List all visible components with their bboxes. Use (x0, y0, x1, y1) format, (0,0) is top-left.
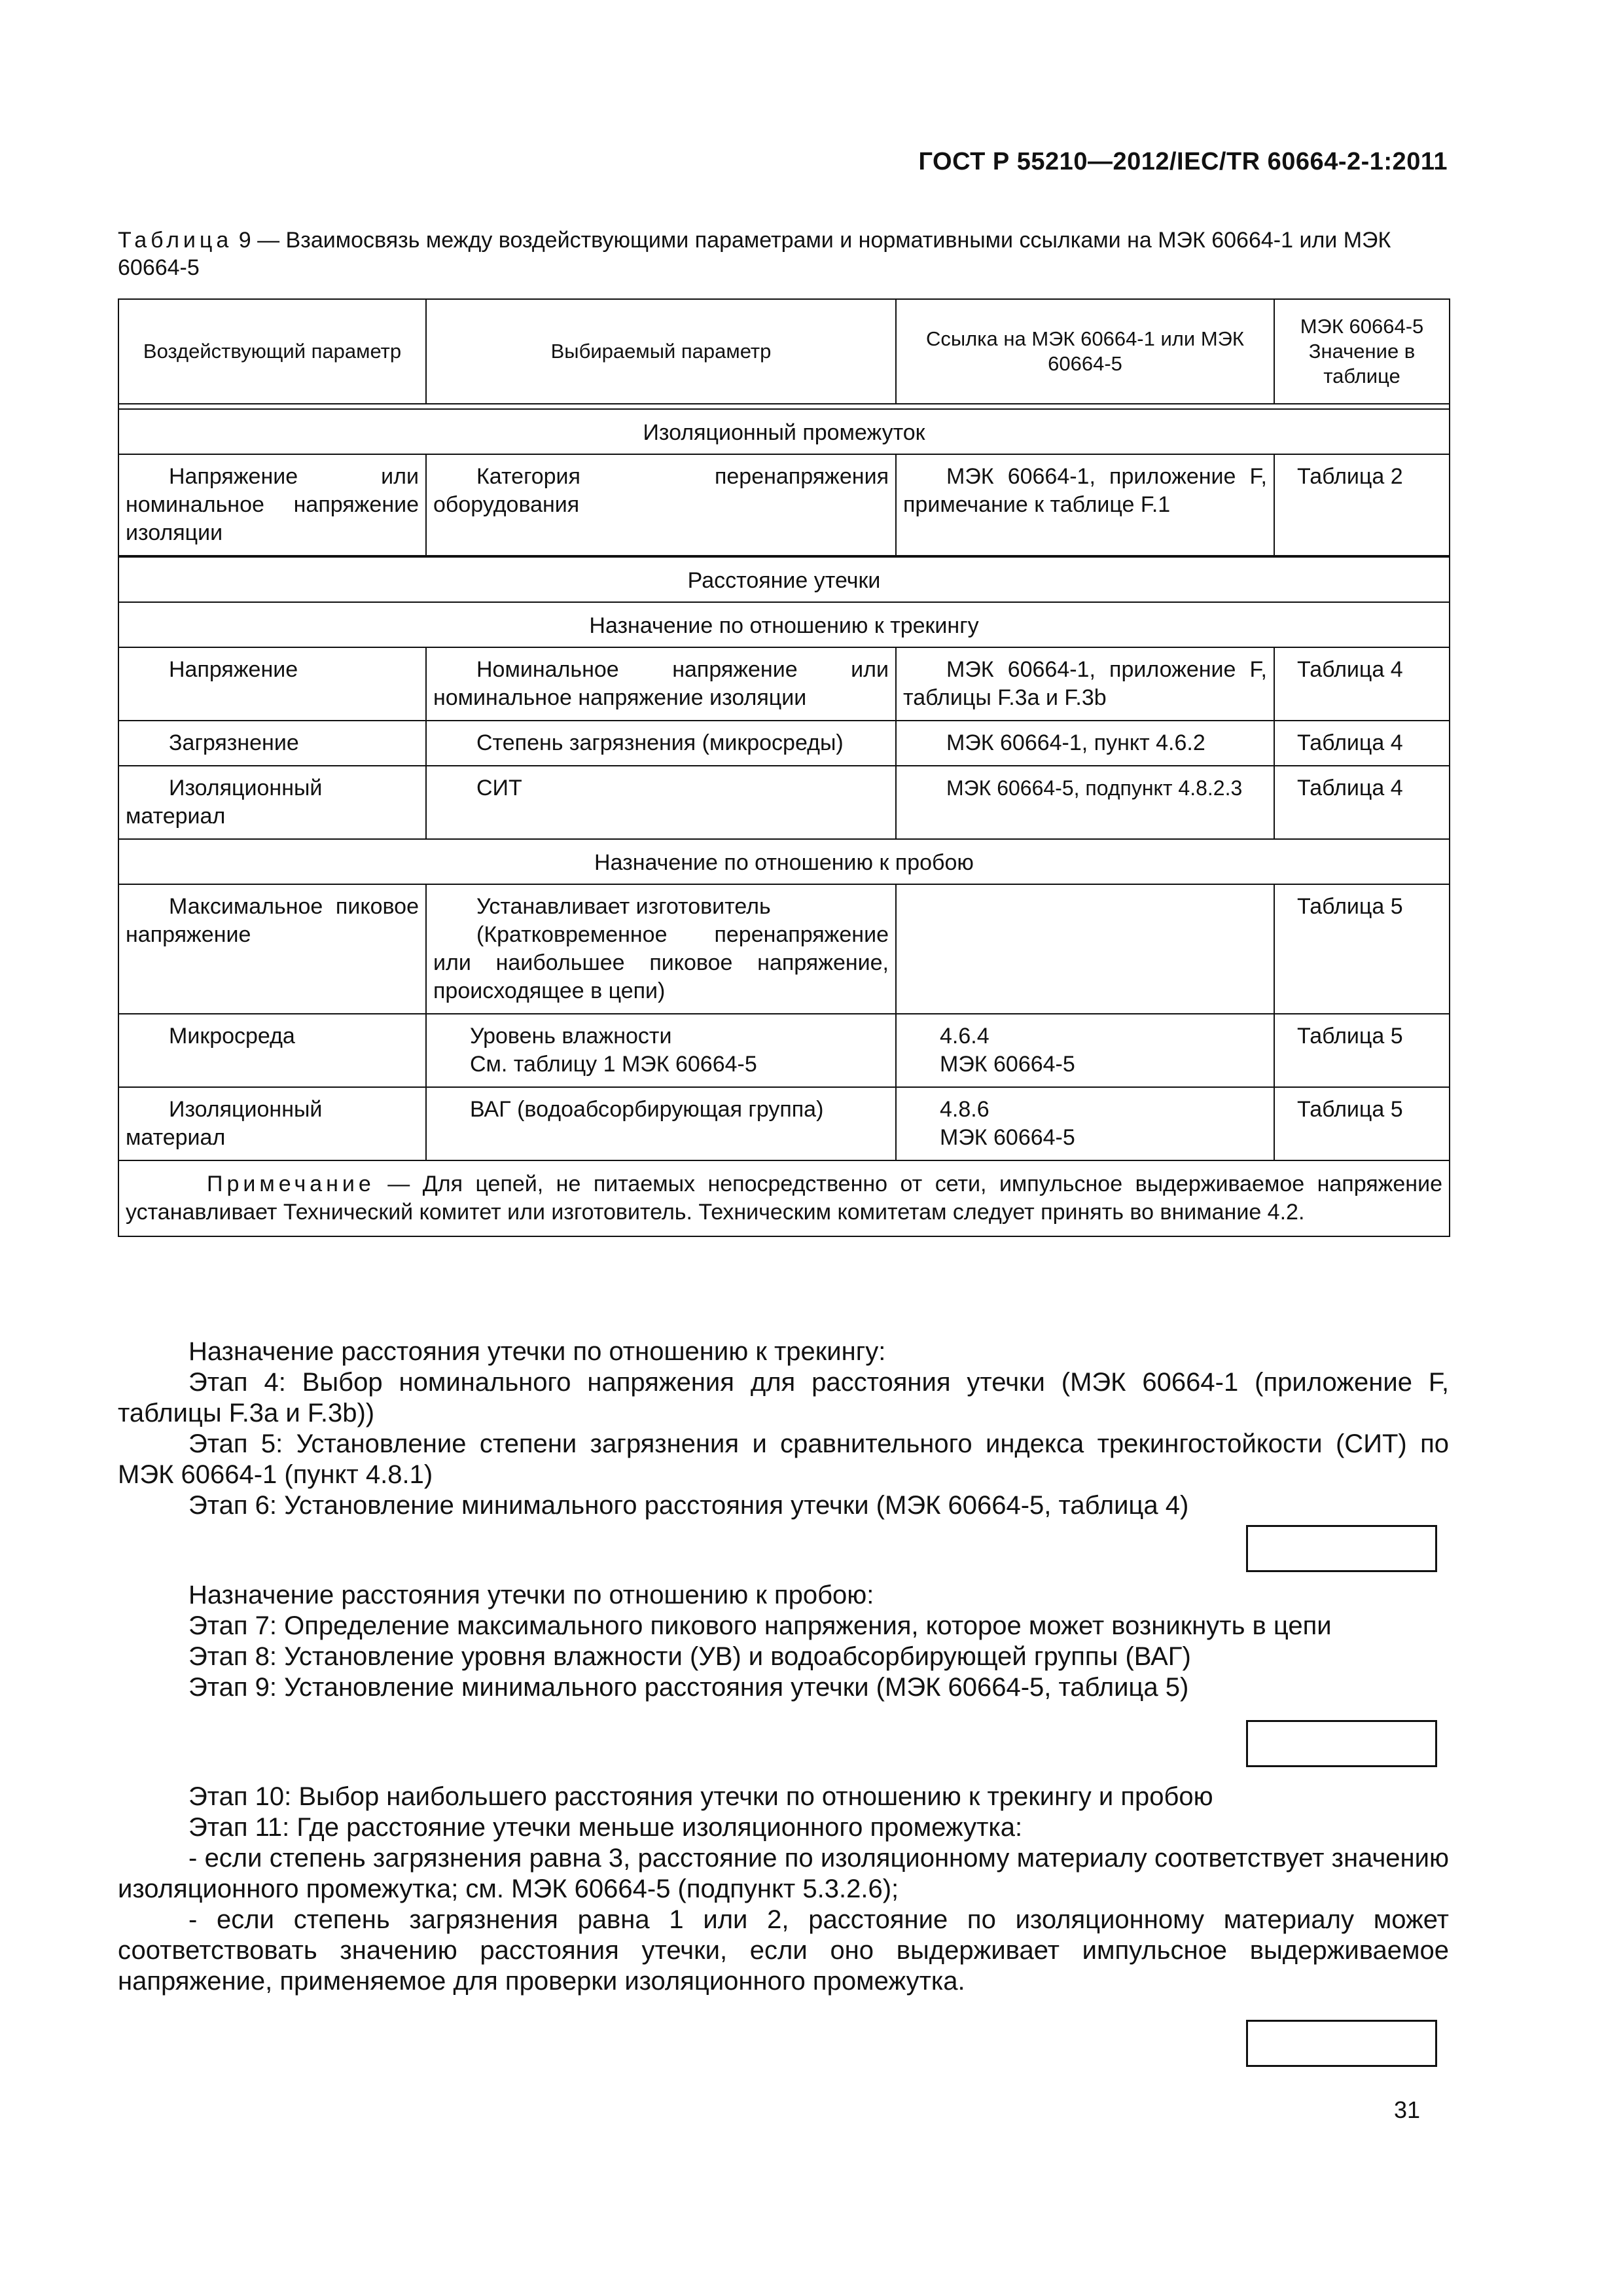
parameters-table (118, 298, 1450, 1237)
table-caption (118, 226, 1449, 281)
section-row-breakdown (118, 839, 1450, 884)
cell-reference-line: МЭК 60664-5 (940, 1052, 1075, 1077)
cell-selected: Степень загрязнения (микросреды) (426, 721, 896, 766)
table-row (118, 1014, 1450, 1087)
bullet-pollution-3: - если степень загрязнения равна 3, расстояние по изоляционному материалу соответствует значению изоляционного промежутка; см. МЭК 60664-5 (подпункт 5.3.2.6); (118, 1844, 1449, 1903)
cell-param: Напряжение (118, 647, 426, 721)
header-cell-selected-param: Выбираемый параметр (426, 299, 896, 404)
header-cell-reference: Ссылка на МЭК 60664-1 или МЭК 60664-5 (896, 299, 1274, 404)
breakdown-section-text (118, 1580, 1449, 1703)
cell-selected (426, 1014, 896, 1087)
cell-reference (896, 1087, 1274, 1160)
final-steps-text (118, 1782, 1449, 1997)
table-row (118, 884, 1450, 1014)
cell-value: Таблица 4 (1274, 766, 1450, 839)
cell-reference: МЭК 60664-1, пункт 4.6.2 (896, 721, 1274, 766)
step-5: Этап 5: Установление степени загрязнения и сравнительного индекса трекингостойкости (СИТ) по МЭК 60664-1 (пункт 4.8.1) (118, 1429, 1449, 1489)
cell-value: Таблица 5 (1274, 1014, 1450, 1087)
breakdown-heading: Назначение расстояния утечки по отношению к пробою: (188, 1581, 874, 1609)
cell-selected (426, 1087, 896, 1160)
table-row (118, 647, 1450, 721)
step-9: Этап 9: Установление минимального расстояния утечки (МЭК 60664-5, таблица 5) (188, 1673, 1189, 1702)
cell-selected-line: См. таблицу 1 МЭК 60664-5 (470, 1052, 757, 1077)
cell-param: Максимальное пиковое напряжение (118, 884, 426, 1014)
table-spacer-row (118, 404, 1450, 409)
answer-box (1246, 1720, 1437, 1767)
cell-selected: СИТ (426, 766, 896, 839)
cell-param: Загрязнение (118, 721, 426, 766)
cell-param: Изоляционный материал (118, 1087, 426, 1160)
page-number: 31 (1394, 2096, 1421, 2123)
cell-value: Таблица 2 (1274, 454, 1450, 556)
cell-param: Изоляционный материал (118, 766, 426, 839)
cell-selected-line: ВАГ (водоабсорбирующая группа) (470, 1097, 824, 1122)
table-caption-text: 9 — Взаимосвязь между воздействующими параметрами и нормативными ссылками на МЭК 60664-1 или МЭК 60664-5 (118, 228, 1391, 280)
cell-value: Таблица 4 (1274, 647, 1450, 721)
answer-box (1246, 2020, 1437, 2067)
section-row-creepage (118, 557, 1450, 602)
cell-selected: Категория перенапряжения оборудования (426, 454, 896, 556)
section-title: Назначение по отношению к трекингу (118, 602, 1450, 647)
cell-reference-line: 4.6.4 (940, 1024, 990, 1049)
cell-reference: МЭК 60664-5, подпункт 4.8.2.3 (896, 766, 1274, 839)
cell-reference: МЭК 60664-1, приложение F, таблицы F.3a и F.3b (896, 647, 1274, 721)
cell-selected: Номинальное напряжение или номинальное напряжение изоляции (426, 647, 896, 721)
cell-selected-line: Уровень влажности (470, 1024, 672, 1049)
cell-reference: МЭК 60664-1, приложение F, примечание к таблице F.1 (896, 454, 1274, 556)
header-cell-influencing-param: Воздействующий параметр (118, 299, 426, 404)
table-row (118, 766, 1450, 839)
table-header-row (118, 299, 1450, 404)
section-title: Расстояние утечки (118, 557, 1450, 602)
section-title: Изоляционный промежуток (118, 409, 1450, 454)
tracking-heading: Назначение расстояния утечки по отношению к трекингу: (188, 1337, 886, 1366)
section-row-clearance (118, 409, 1450, 454)
table-row (118, 454, 1450, 556)
bullet-pollution-1-2: - если степень загрязнения равна 1 или 2, расстояние по изоляционному материалу может соответствовать значению расстояния утечки, если оно выдерживает импульсное выдерживаемое напряжение, применяемое для проверки изоляционного промежутка. (118, 1905, 1449, 1996)
cell-value: Таблица 5 (1274, 884, 1450, 1014)
step-4: Этап 4: Выбор номинального напряжения для расстояния утечки (МЭК 60664-1 (приложение F, таблицы F.3a и F.3b)) (118, 1368, 1449, 1427)
cell-param: Напряжение или номинальное напряжение изоляции (118, 454, 426, 556)
table-row (118, 1087, 1450, 1160)
cell-selected-line: (Кратковременное перенапряжение или наибольшее пиковое напряжение, происходящее в цепи) (433, 922, 889, 1003)
section-row-tracking (118, 602, 1450, 647)
cell-reference-line: 4.8.6 (940, 1097, 990, 1122)
table-caption-word: Таблица (118, 228, 233, 253)
cell-value: Таблица 5 (1274, 1087, 1450, 1160)
cell-reference (896, 884, 1274, 1014)
cell-reference-line: МЭК 60664-5 (940, 1125, 1075, 1150)
tracking-section-text (118, 1336, 1449, 1521)
step-7: Этап 7: Определение максимального пикового напряжения, которое может возникнуть в цепи (188, 1611, 1332, 1640)
step-6: Этап 6: Установление минимального расстояния утечки (МЭК 60664-5, таблица 4) (188, 1491, 1189, 1520)
cell-reference (896, 1014, 1274, 1087)
step-11: Этап 11: Где расстояние утечки меньше изоляционного промежутка: (188, 1813, 1023, 1842)
table-row (118, 721, 1450, 766)
header-cell-value-in-table: МЭК 60664-5 Значение в таблице (1274, 299, 1450, 404)
document-header: ГОСТ Р 55210—2012/IEC/TR 60664-2-1:2011 (918, 148, 1448, 175)
note-row (118, 1160, 1450, 1236)
cell-value: Таблица 4 (1274, 721, 1450, 766)
note-label: Примечание (207, 1172, 375, 1196)
note-text: — Для цепей, не питаемых непосредственно от сети, импульсное выдерживаемое напряжение устанавливает Технический комитет или изготовитель. Техническим комитетам следует принять во внимание 4.2. (126, 1172, 1442, 1225)
section-title: Назначение по отношению к пробою (118, 839, 1450, 884)
cell-selected-line: Устанавливает изготовитель (476, 894, 771, 919)
answer-box (1246, 1525, 1437, 1572)
cell-param: Микросреда (118, 1014, 426, 1087)
table-note (118, 1160, 1450, 1236)
cell-selected (426, 884, 896, 1014)
step-10: Этап 10: Выбор наибольшего расстояния утечки по отношению к трекингу и пробою (188, 1782, 1213, 1811)
step-8: Этап 8: Установление уровня влажности (УВ) и водоабсорбирующей группы (ВАГ) (188, 1642, 1191, 1671)
